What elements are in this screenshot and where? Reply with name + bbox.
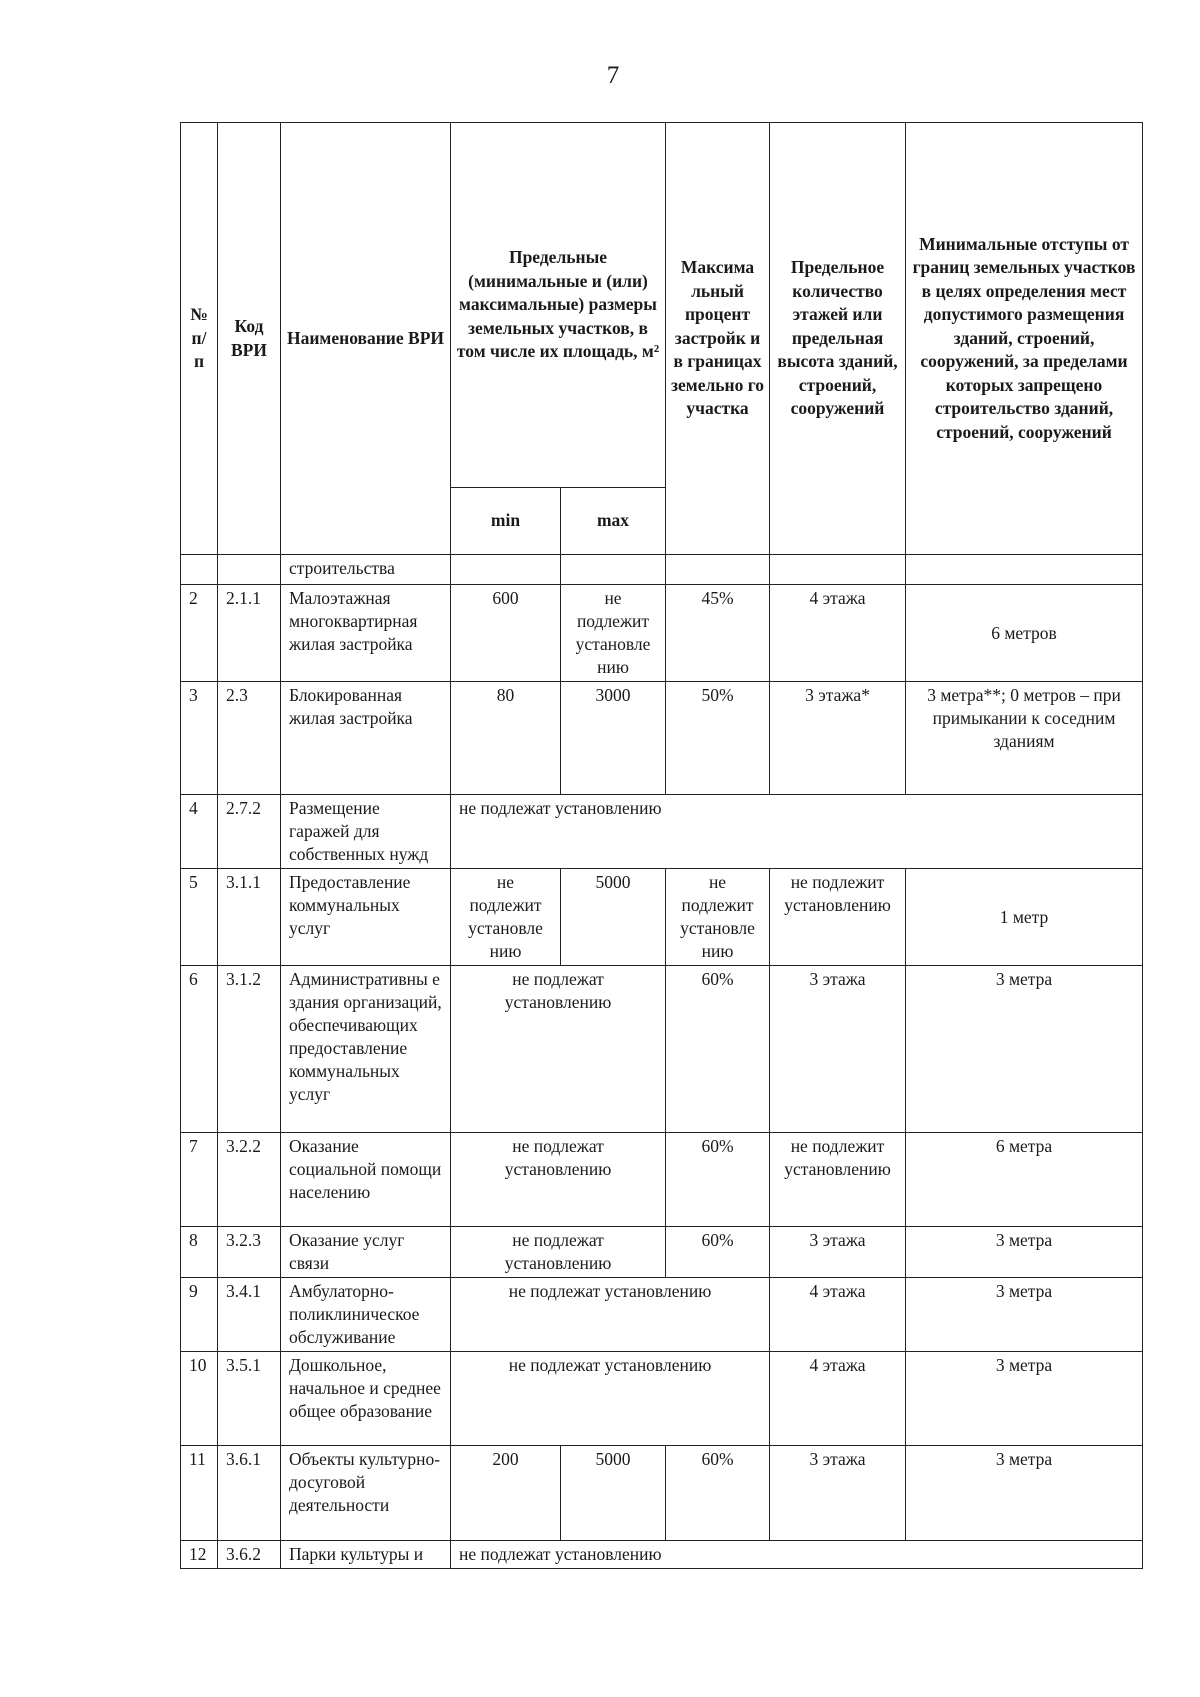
header-max: max xyxy=(561,488,666,555)
row-name: Оказание социальной помощи населению xyxy=(281,1133,451,1227)
continued-name: строительства xyxy=(281,555,451,585)
row-sizes: не подлежат установлению xyxy=(451,1133,666,1227)
row-name: Предоставление коммунальных услуг xyxy=(281,869,451,966)
row-floors: не подлежит установлению xyxy=(770,869,906,966)
table-row xyxy=(181,1446,1143,1541)
row-setback: 1 метр xyxy=(906,869,1143,966)
row-number: 2 xyxy=(181,585,218,682)
row-min: 200 xyxy=(451,1446,561,1541)
row-number: 11 xyxy=(181,1446,218,1541)
row-name: Объекты культурно-досуговой деятельности xyxy=(281,1446,451,1541)
land-use-regulations-table xyxy=(180,122,1143,1569)
row-name: Амбулаторно-поликлиническое обслуживание xyxy=(281,1278,451,1352)
row-max: не подлежит установле нию xyxy=(561,585,666,682)
row-percent: 60% xyxy=(666,1446,770,1541)
table-row xyxy=(181,1541,1143,1569)
row-min: не подлежит установле нию xyxy=(451,869,561,966)
row-number: 7 xyxy=(181,1133,218,1227)
row-name: Блокированная жилая застройка xyxy=(281,682,451,795)
row-percent: 60% xyxy=(666,1133,770,1227)
row-percent: не подлежит установле нию xyxy=(666,869,770,966)
row-code: 3.1.1 xyxy=(218,869,281,966)
row-number: 12 xyxy=(181,1541,218,1569)
row-number: 8 xyxy=(181,1227,218,1278)
row-percent: 60% xyxy=(666,966,770,1133)
table-row xyxy=(181,966,1143,1133)
row-max: 5000 xyxy=(561,869,666,966)
row-setback: 3 метра xyxy=(906,1278,1143,1352)
row-number: 10 xyxy=(181,1352,218,1446)
row-code: 3.1.2 xyxy=(218,966,281,1133)
row-number: 5 xyxy=(181,869,218,966)
table-row xyxy=(181,1278,1143,1352)
row-sizes-percent: не подлежат установлению xyxy=(451,1278,770,1352)
row-floors: 4 этажа xyxy=(770,1352,906,1446)
row-code: 3.5.1 xyxy=(218,1352,281,1446)
row-percent: 50% xyxy=(666,682,770,795)
row-number: 3 xyxy=(181,682,218,795)
row-code: 3.6.2 xyxy=(218,1541,281,1569)
row-merged-value: не подлежат установлению xyxy=(451,1541,1143,1569)
row-floors: 4 этажа xyxy=(770,585,906,682)
header-name: Наименование ВРИ xyxy=(281,123,451,555)
row-setback: 3 метра xyxy=(906,966,1143,1133)
table-row xyxy=(181,1352,1143,1446)
table-row xyxy=(181,682,1143,795)
row-sizes: не подлежат установлению xyxy=(451,966,666,1133)
page-number: 7 xyxy=(606,62,620,89)
row-sizes-percent: не подлежат установлению xyxy=(451,1352,770,1446)
row-percent: 45% xyxy=(666,585,770,682)
table-row-continuation xyxy=(181,555,1143,585)
table-row xyxy=(181,795,1143,869)
row-max: 5000 xyxy=(561,1446,666,1541)
row-number: 4 xyxy=(181,795,218,869)
row-percent: 60% xyxy=(666,1227,770,1278)
header-min: min xyxy=(451,488,561,555)
row-floors: 3 этажа* xyxy=(770,682,906,795)
row-name: Дошкольное, начальное и среднее общее образование xyxy=(281,1352,451,1446)
header-code: Код ВРИ xyxy=(218,123,281,555)
row-name: Парки культуры и xyxy=(281,1541,451,1569)
row-floors: 4 этажа xyxy=(770,1278,906,1352)
row-code: 2.7.2 xyxy=(218,795,281,869)
row-setback: 3 метра xyxy=(906,1446,1143,1541)
row-floors: 3 этажа xyxy=(770,966,906,1133)
row-sizes: не подлежат установлению xyxy=(451,1227,666,1278)
row-name: Размещение гаражей для собственных нужд xyxy=(281,795,451,869)
row-floors: не подлежит установлению xyxy=(770,1133,906,1227)
row-setback: 3 метра xyxy=(906,1352,1143,1446)
row-setback: 6 метров xyxy=(906,585,1143,682)
row-setback: 3 метра**; 0 метров – при примыкании к соседним зданиям xyxy=(906,682,1143,795)
header-number: № п/ п xyxy=(181,123,218,555)
row-number: 9 xyxy=(181,1278,218,1352)
row-name: Оказание услуг связи xyxy=(281,1227,451,1278)
header-min-setbacks: Минимальные отступы от границ земельных участков в целях определения мест допустимого размещения зданий, строений, сооружений, за пределами которых запрещено строительство зданий, строений, сооружений xyxy=(906,123,1143,555)
row-setback: 3 метра xyxy=(906,1227,1143,1278)
table-row xyxy=(181,869,1143,966)
row-merged-value: не подлежат установлению xyxy=(451,795,1143,869)
row-code: 3.6.1 xyxy=(218,1446,281,1541)
table-row xyxy=(181,585,1143,682)
header-plot-sizes: Предельные (минимальные и (или) максимальные) размеры земельных участков, в том числе их площадь, м² xyxy=(451,123,666,488)
row-code: 3.4.1 xyxy=(218,1278,281,1352)
row-code: 3.2.3 xyxy=(218,1227,281,1278)
row-min: 80 xyxy=(451,682,561,795)
row-code: 2.3 xyxy=(218,682,281,795)
row-name: Малоэтажная многоквартирная жилая застройка xyxy=(281,585,451,682)
table-row xyxy=(181,1227,1143,1278)
row-setback: 6 метра xyxy=(906,1133,1143,1227)
row-code: 3.2.2 xyxy=(218,1133,281,1227)
header-max-percent: Максима льный процент застройк и в границах земельно го участка xyxy=(666,123,770,555)
row-name: Административны е здания организаций, обеспечивающих предоставление коммунальных услуг xyxy=(281,966,451,1133)
table-row xyxy=(181,1133,1143,1227)
row-floors: 3 этажа xyxy=(770,1227,906,1278)
header-max-floors: Предельное количество этажей или предельная высота зданий, строений, сооружений xyxy=(770,123,906,555)
row-min: 600 xyxy=(451,585,561,682)
row-code: 2.1.1 xyxy=(218,585,281,682)
row-max: 3000 xyxy=(561,682,666,795)
row-number: 6 xyxy=(181,966,218,1133)
row-floors: 3 этажа xyxy=(770,1446,906,1541)
